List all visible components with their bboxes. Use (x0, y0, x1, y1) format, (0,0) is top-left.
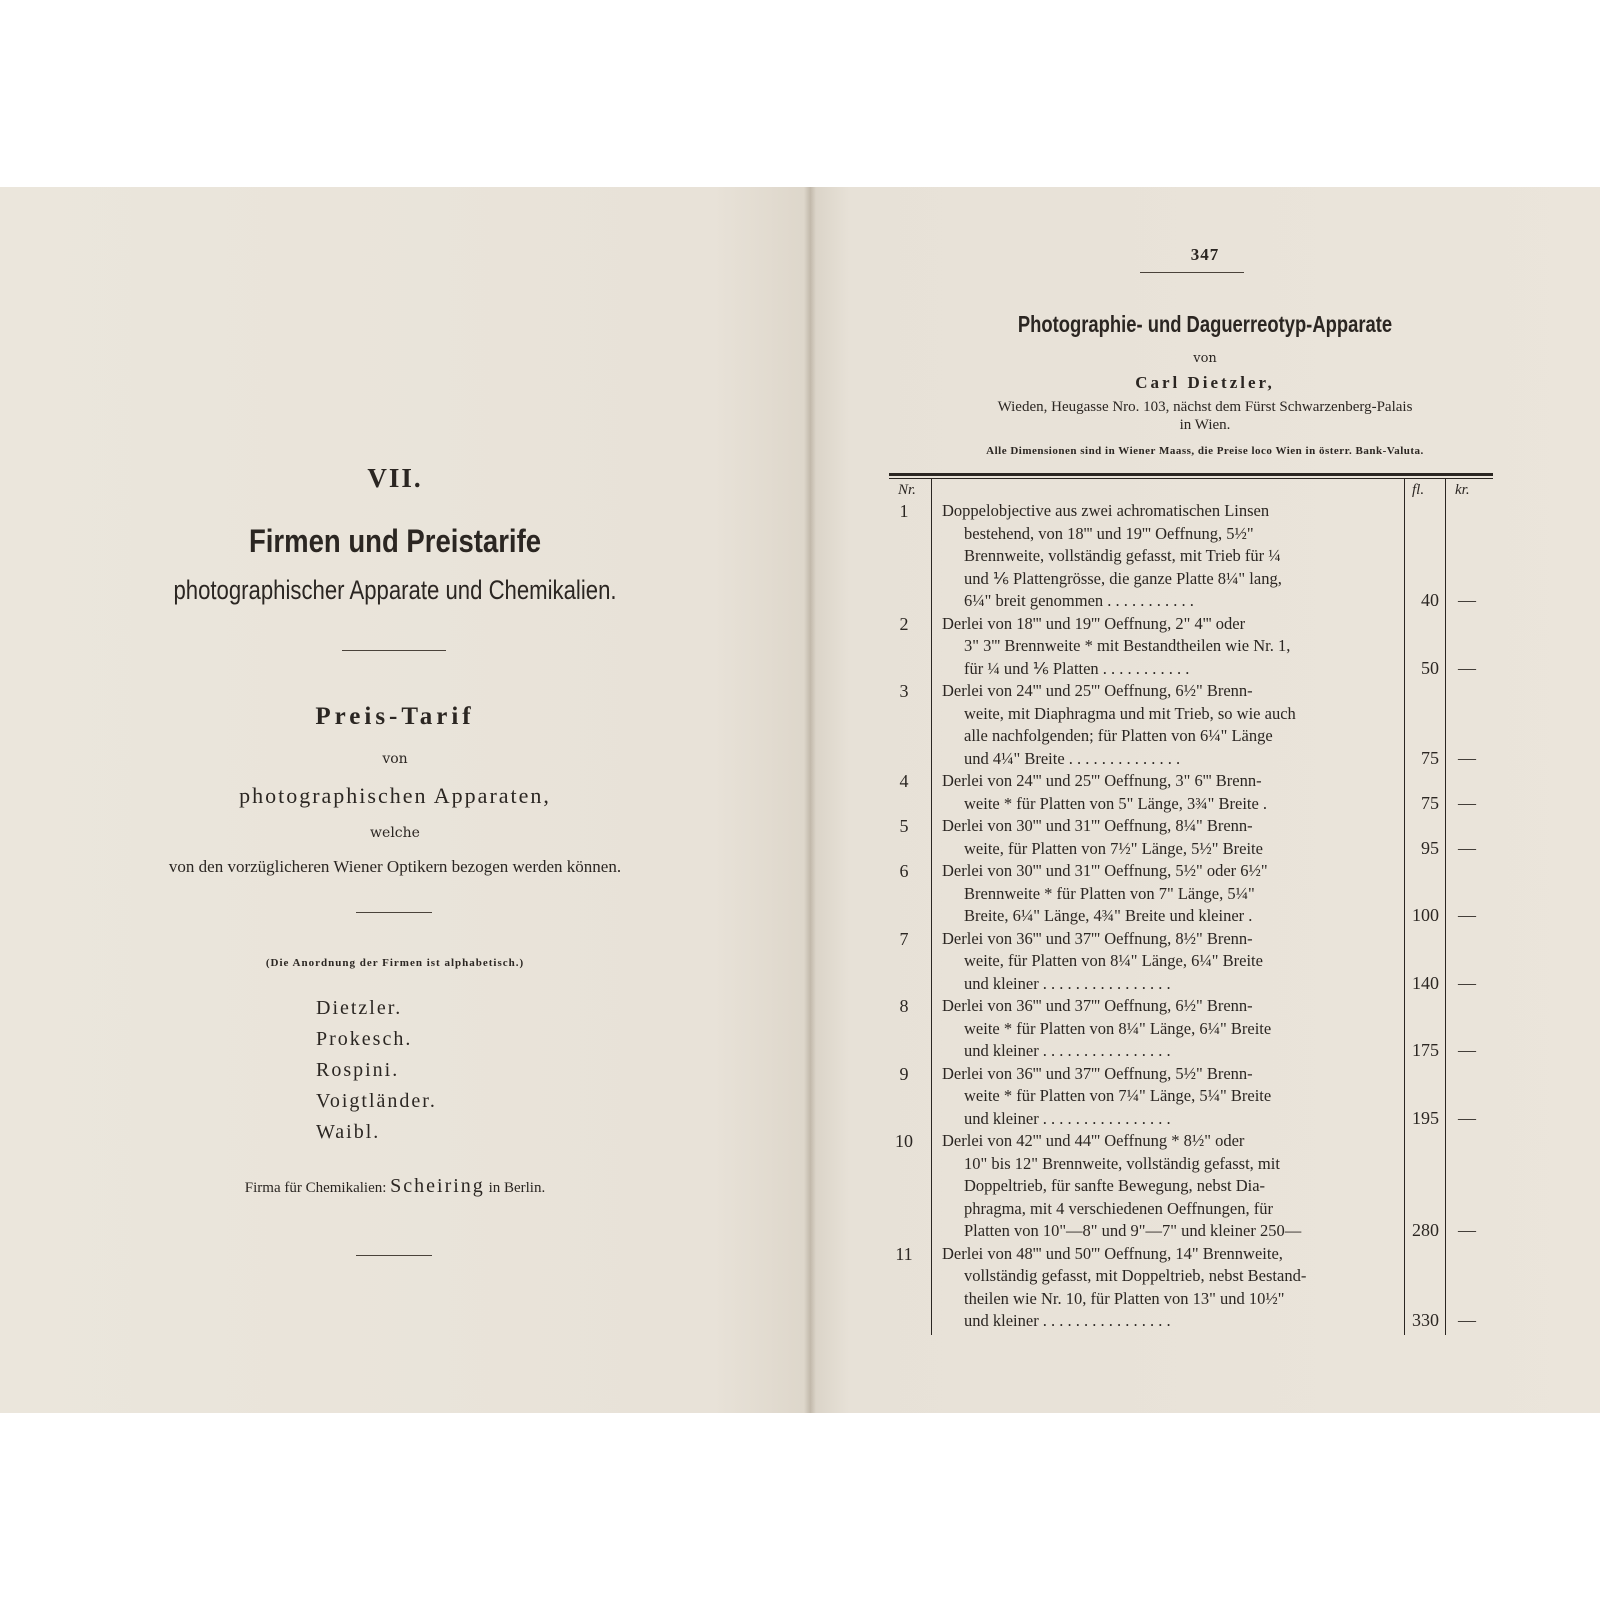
description-line: und 4¼" Breite . . . . . . . . . . . . . . (964, 748, 1181, 768)
item-number: 5 (899, 816, 909, 836)
description-line: weite * für Platten von 5" Länge, 3¾" Breite . (964, 793, 1268, 813)
description-line: 3" 3''' Brennweite * mit Bestandtheilen wie Nr. 1, (964, 636, 1291, 655)
item-number: 2 (899, 613, 909, 634)
item-description (942, 928, 1396, 996)
item-price-kreuzer: — (1458, 1107, 1476, 1128)
table-top-rule (889, 473, 1493, 476)
catalog-title: Photographie- und Daguerreotyp-Apparate (1017, 311, 1393, 337)
description-line: 6¼" breit genommen . . . . . . . . . . . (964, 591, 1194, 610)
description-line: weite * für Platten von 7¼" Länge, 5¼" Breite (964, 1086, 1272, 1105)
description-line: Brennweite, vollständig gefasst, mit Trieb für ¼ (964, 546, 1281, 565)
opticians-line: von den vorzüglicheren Wiener Optikern bezogen werden können. (168, 857, 622, 876)
header-kreuzer: kr. (1455, 482, 1470, 498)
description-line: Derlei von 18''' und 19''' Oeffnung, 2" 4''' oder (942, 613, 1246, 633)
divider-rule (1140, 272, 1244, 273)
item-description (942, 995, 1396, 1063)
description-line: bestehend, von 18''' und 19''' Oeffnung, 5½" (964, 523, 1254, 543)
chemicals-line (0, 1175, 790, 1198)
firm-item: Waibl. (316, 1121, 381, 1143)
item-description (942, 500, 1396, 613)
description-line: Breite, 6¼" Länge, 4¾" Breite und kleiner . (964, 906, 1253, 925)
description-line: Doppelobjective aus zwei achromatischen Linsen (942, 501, 1270, 520)
item-description (942, 613, 1396, 681)
description-line: Platten von 10"—8" und 9"—7" und kleiner 250— (964, 1221, 1302, 1240)
item-number: 9 (899, 1063, 909, 1084)
item-price-florin: 280 (1412, 1220, 1439, 1240)
item-price-kreuzer: — (1458, 590, 1476, 610)
von-label: von (1193, 351, 1217, 366)
item-price-florin: 75 (1421, 792, 1439, 813)
section-title: Firmen und Preistarife (248, 523, 542, 559)
arrangement-note: (Die Anordnung der Firmen ist alphabetisch.) (265, 957, 525, 969)
dimensions-note: Alle Dimensionen sind in Wiener Maass, die Preise loco Wien in österr. Bank-Valuta. (986, 445, 1424, 457)
description-line: Derlei von 48''' und 50''' Oeffnung, 14" Brennweite, (942, 1243, 1283, 1263)
item-description (942, 680, 1396, 770)
description-line: weite, mit Diaphragma und mit Trieb, so wie auch (964, 703, 1296, 723)
item-number: 11 (895, 1243, 913, 1264)
item-price-kreuzer: — (1458, 972, 1476, 993)
description-line: Derlei von 24''' und 25''' Oeffnung, 6½" Brenn- (942, 681, 1253, 700)
item-price-florin: 50 (1421, 657, 1439, 678)
item-number: 6 (899, 861, 909, 881)
book-gutter (804, 187, 816, 1413)
item-price-florin: 330 (1412, 1310, 1439, 1330)
description-line: und kleiner . . . . . . . . . . . . . . . . (964, 1108, 1171, 1128)
item-description (942, 860, 1396, 928)
item-price-kreuzer: — (1458, 747, 1476, 768)
item-number: 10 (895, 1131, 913, 1151)
column-rule (1445, 479, 1446, 1335)
firm-item: Voigtländer. (316, 1090, 437, 1112)
item-price-florin: 195 (1412, 1107, 1439, 1128)
item-number: 1 (899, 501, 909, 521)
von-label: von (382, 751, 408, 767)
firm-list (316, 993, 437, 1148)
description-line: Derlei von 36''' und 37''' Oeffnung, 6½" Brenn- (942, 996, 1253, 1015)
item-number: 7 (899, 928, 909, 949)
table-top-rule-thin (889, 478, 1493, 479)
chemicals-firm: Scheiring (390, 1175, 485, 1197)
item-number: 8 (899, 996, 909, 1016)
firm-item: Dietzler. (316, 997, 403, 1019)
tariff-heading: Preis-Tarif (315, 703, 475, 730)
header-florin: fl. (1412, 482, 1425, 498)
divider-rule (356, 912, 432, 913)
description-line: und kleiner . . . . . . . . . . . . . . . . (964, 1311, 1171, 1330)
item-description (942, 1063, 1396, 1131)
description-line: Derlei von 30''' und 31''' Oeffnung, 5½" oder 6½" (942, 861, 1268, 880)
description-line: 10" bis 12" Brennweite, vollständig gefasst, mit (964, 1153, 1280, 1173)
description-line: für ¼ und ⅙ Platten . . . . . . . . . . . (964, 658, 1190, 678)
item-price-florin: 175 (1412, 1040, 1439, 1060)
item-price-florin: 95 (1421, 837, 1439, 858)
divider-rule (356, 1255, 432, 1256)
header-number: Nr. (898, 482, 916, 498)
description-line: Derlei von 36''' und 37''' Oeffnung, 8½" Brenn- (942, 928, 1253, 948)
chemicals-city: in Berlin. (488, 1180, 546, 1196)
section-subtitle: photographischer Apparate und Chemikalien. (173, 575, 617, 605)
maker-address (810, 398, 1600, 434)
item-number: 3 (899, 681, 909, 701)
description-line: und kleiner . . . . . . . . . . . . . . . . (964, 1041, 1171, 1060)
address-line: Wieden, Heugasse Nro. 103, nächst dem Fürst Schwarzenberg-Palais (997, 399, 1413, 415)
item-price-kreuzer: — (1458, 792, 1476, 813)
address-line: in Wien. (1179, 417, 1231, 433)
description-line: und kleiner . . . . . . . . . . . . . . . . (964, 973, 1171, 993)
section-number: VII. (367, 463, 423, 493)
description-line: weite * für Platten von 8¼" Länge, 6¼" Breite (964, 1018, 1272, 1038)
firm-item: Prokesch. (316, 1028, 413, 1050)
item-price-kreuzer: — (1458, 905, 1476, 925)
description-line: weite, für Platten von 8¼" Länge, 6¼" Breite (964, 951, 1263, 970)
description-line: Derlei von 42''' und 44''' Oeffnung * 8½" oder (942, 1131, 1245, 1150)
item-price-florin: 100 (1412, 905, 1439, 925)
item-description (942, 815, 1396, 860)
item-price-florin: 140 (1412, 972, 1439, 993)
item-price-kreuzer: — (1458, 1220, 1476, 1240)
item-price-kreuzer: — (1458, 1310, 1476, 1330)
description-line: vollständig gefasst, mit Doppeltrieb, nebst Bestand- (964, 1266, 1307, 1285)
description-line: Doppeltrieb, für sanfte Bewegung, nebst Dia- (964, 1176, 1266, 1195)
description-line: Derlei von 24''' und 25''' Oeffnung, 3" 6''' Brenn- (942, 771, 1262, 790)
description-line: weite, für Platten von 7½" Länge, 5½" Breite (964, 838, 1263, 858)
description-line: alle nachfolgenden; für Platten von 6¼" Länge (964, 726, 1273, 745)
description-line: Brennweite * für Platten von 7" Länge, 5¼" (964, 883, 1255, 903)
description-line: theilen wie Nr. 10, für Platten von 13" und 10½" (964, 1288, 1285, 1308)
maker-name: Carl Dietzler, (1135, 373, 1275, 392)
apparatus-line: photographischen Apparaten, (239, 783, 551, 808)
item-price-florin: 75 (1421, 747, 1439, 768)
item-price-kreuzer: — (1458, 657, 1476, 678)
page-number: 347 (1190, 245, 1220, 264)
item-description (942, 770, 1396, 815)
item-description (942, 1130, 1396, 1243)
welche-label: welche (370, 825, 420, 841)
item-number: 4 (899, 771, 909, 791)
item-price-florin: 40 (1421, 590, 1439, 610)
item-description (942, 1243, 1396, 1333)
description-line: und ⅙ Plattengrösse, die ganze Platte 8¼" lang, (964, 568, 1282, 588)
description-line: Derlei von 36''' und 37''' Oeffnung, 5½" Brenn- (942, 1063, 1253, 1083)
item-price-kreuzer: — (1458, 837, 1476, 858)
column-rule (931, 479, 932, 1335)
description-line: phragma, mit 4 verschiedenen Oeffnungen, für (964, 1198, 1273, 1218)
firm-item: Rospini. (316, 1059, 400, 1081)
description-line: Derlei von 30''' und 31''' Oeffnung, 8¼" Brenn- (942, 816, 1253, 835)
item-price-kreuzer: — (1458, 1040, 1476, 1060)
left-page (0, 187, 810, 1413)
divider-rule (342, 650, 446, 651)
chemicals-label: Firma für Chemikalien: (244, 1180, 387, 1196)
